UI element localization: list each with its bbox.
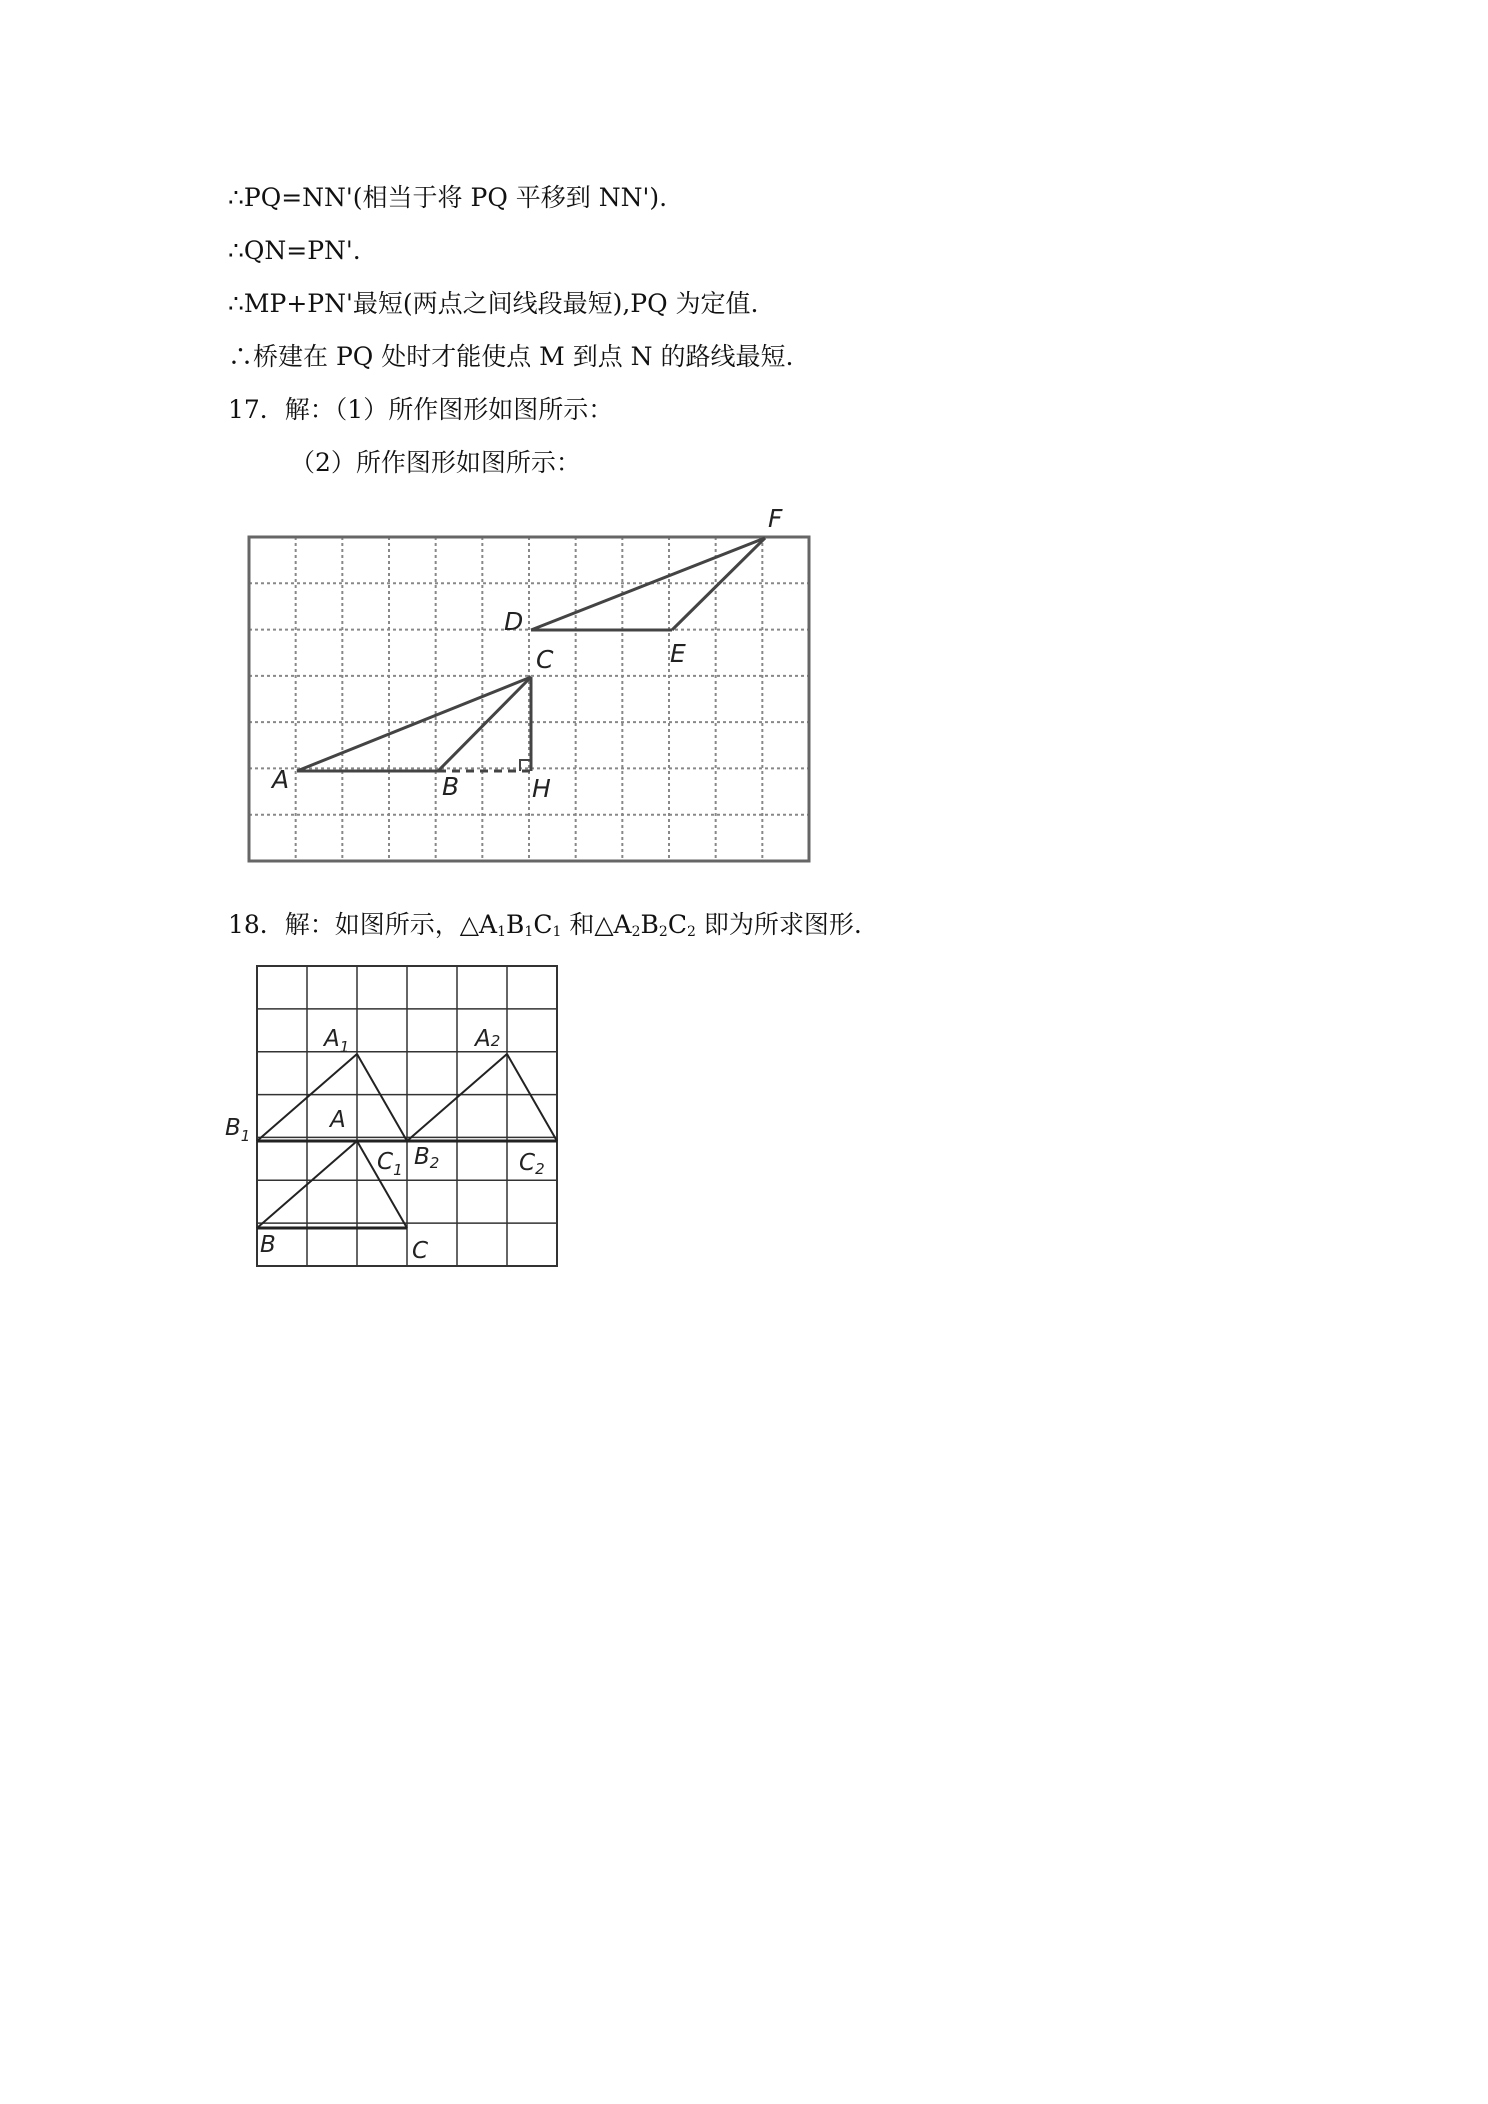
text-line-3: ∴MP+PN'最短(两点之间线段最短),PQ 为定值.	[228, 289, 759, 318]
label-C: C	[536, 645, 554, 674]
label-A: A	[330, 1107, 346, 1133]
label-C: C	[412, 1238, 429, 1264]
segment-EF	[672, 538, 765, 630]
text-line-4: ∴桥建在 PQ 处时才能使点 M 到点 N 的路线最短.	[228, 342, 794, 371]
segment-BC	[438, 677, 531, 771]
segment-AC	[297, 677, 531, 771]
label-H: H	[532, 774, 551, 803]
text-line-1: ∴PQ=NN'(相当于将 PQ 平移到 NN').	[228, 183, 668, 212]
figure-17-grid	[240, 500, 820, 870]
label-E: E	[670, 639, 686, 668]
label-A: A	[272, 765, 290, 794]
segment-A1C1	[357, 1054, 407, 1141]
label-B: B	[260, 1232, 276, 1258]
label-A2: A2	[475, 1026, 501, 1052]
label-B2: B2	[414, 1144, 440, 1172]
label-F: F	[768, 504, 783, 533]
figure-18-grid	[220, 960, 570, 1280]
text-line-2: ∴QN=PN'.	[228, 236, 361, 265]
label-C1: $C_1$	[377, 1149, 403, 1179]
q18-text: 18．解：如图所示，$\triangle A_1B_1C_1$ 和$\triangle A_2B_2C_2$ 即为所求图形.	[228, 910, 862, 940]
label-A1: $A_1$	[324, 1026, 350, 1056]
label-C2: C2	[519, 1150, 545, 1178]
label-B: B	[442, 772, 460, 801]
q17-heading: 17．解：（1）所作图形如图所示：	[228, 395, 614, 424]
q17-part2: （2）所作图形如图所示：	[290, 448, 581, 477]
label-D: D	[504, 607, 524, 636]
label-B1: $B_1$	[225, 1115, 251, 1145]
segment-A2C2	[507, 1054, 557, 1141]
